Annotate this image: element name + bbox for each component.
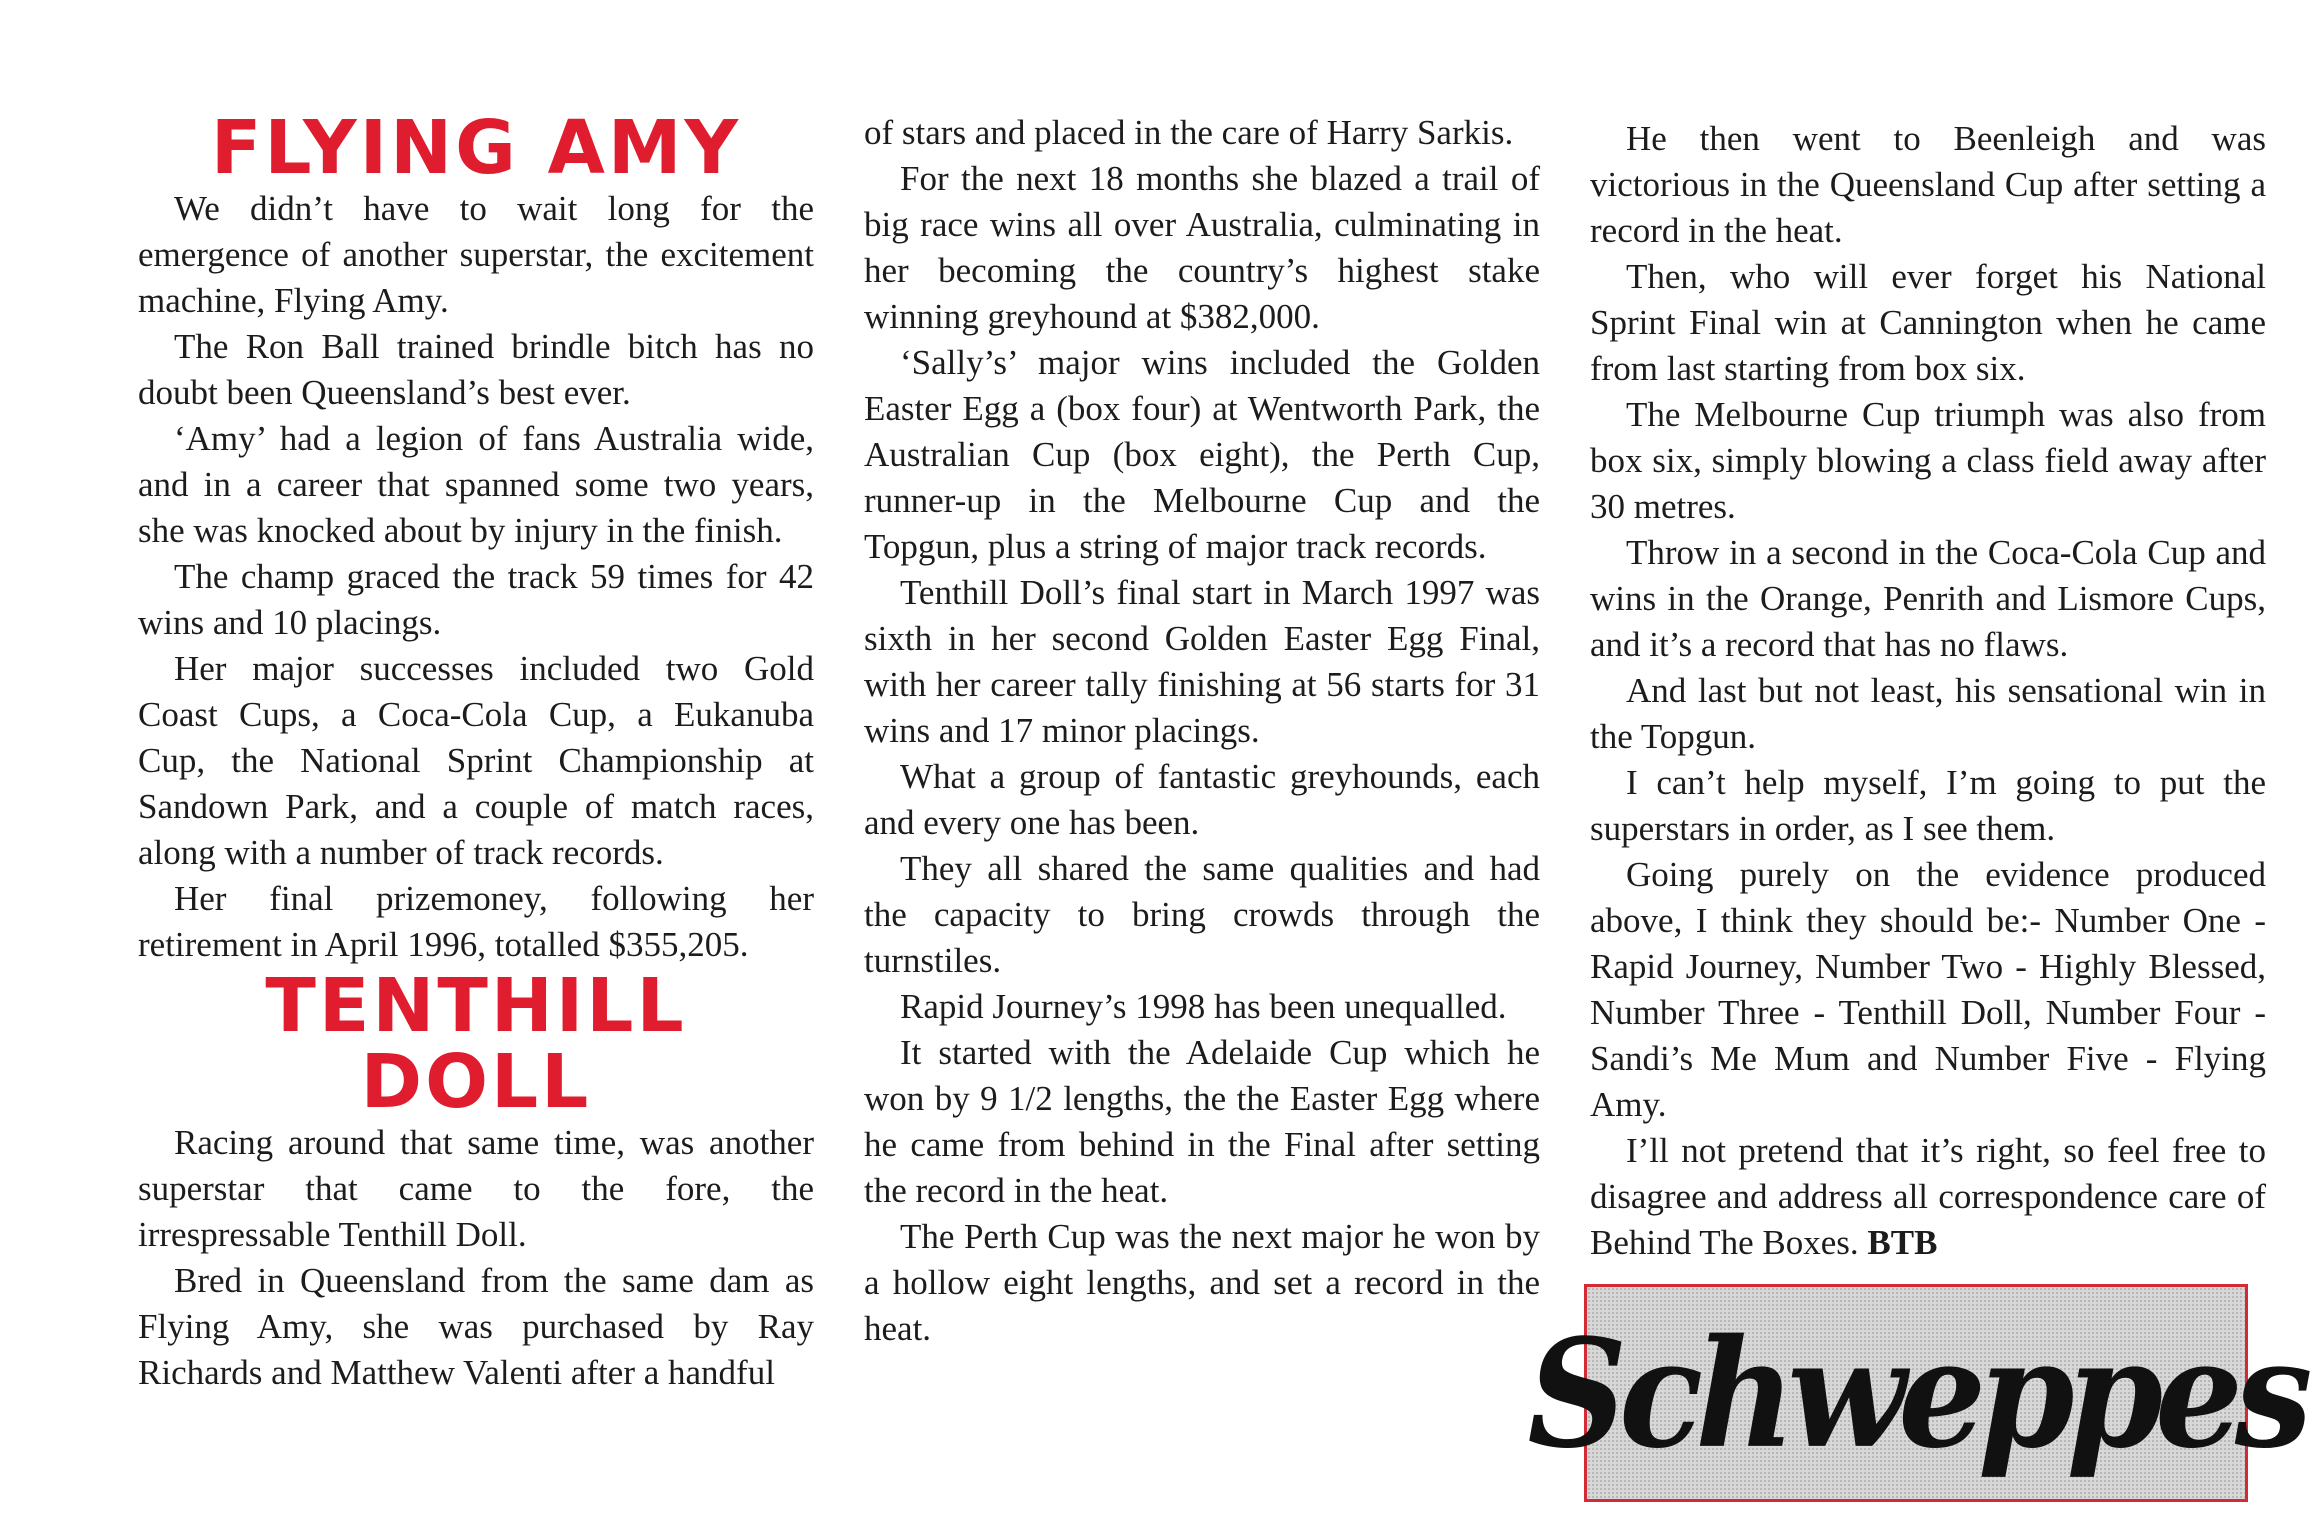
paragraph: Throw in a second in the Coca-Cola Cup and wins in the Orange, Penrith and Lismore Cups, and it’s a record that has no flaws. [1590,533,2266,664]
btb-signoff: BTB [1867,1223,1938,1262]
schweppes-advertisement [1527,1284,2305,1502]
paragraph: And last but not least, his sensational win in the Topgun. [1590,671,2266,756]
headline-tenthill-doll [138,963,814,1125]
paragraph: The Melbourne Cup triumph was also from box six, simply blowing a class field away after 30 metres. [1590,395,2266,526]
closing-text: I’ll not pretend that it’s right, so feel free to disagree and address all correspondence care of Behind The Boxes. [1590,1131,2266,1262]
paragraph: For the next 18 months she blazed a trail of big race wins all over Australia, culminating in her becoming the country’s highest stake winning greyhound at $382,000. [864,159,1540,336]
paragraph: The Ron Ball trained brindle bitch has no doubt been Queensland’s best ever. [138,327,814,412]
paragraph: The Perth Cup was the next major he won by a hollow eight lengths, and set a record in the heat. [864,1217,1540,1348]
paragraph: The champ graced the track 59 times for 42 wins and 10 placings. [138,557,814,642]
paragraph: They all shared the same qualities and had the capacity to bring crowds through the turnstiles. [864,849,1540,980]
headline-line: TENTHILL [265,963,687,1049]
paragraph: What a group of fantastic greyhounds, each and every one has been. [864,757,1540,842]
paragraph: Her final prizemoney, following her retirement in April 1996, totalled $355,205. [138,879,814,964]
schweppes-logo: Schweppes [1527,1304,2305,1482]
paragraph: We didn’t have to wait long for the emergence of another superstar, the excitement machine, Flying Amy. [138,189,814,320]
paragraph: Her major successes included two Gold Coast Cups, a Coca-Cola Cup, a Eukanuba Cup, the National Sprint Championship at Sandown Park, and a couple of match races, along with a number of track records. [138,649,814,872]
paragraph: It started with the Adelaide Cup which he won by 9 1/2 lengths, the the Easter Egg where he came from behind in the Final after setting the record in the heat. [864,1033,1540,1210]
paragraph: He then went to Beenleigh and was victorious in the Queensland Cup after setting a record in the heat. [1590,119,2266,250]
paragraph: ‘Amy’ had a legion of fans Australia wide, and in a career that spanned some two years, she was knocked about by injury in the finish. [138,419,814,550]
article-column-1 [138,105,814,1396]
paragraph: Racing around that same time, was another superstar that came to the fore, the irrespressable Tenthill Doll. [138,1123,814,1254]
paragraph: ‘Sally’s’ major wins included the Golden Easter Egg a (box four) at Wentworth Park, the Australian Cup (box eight), the Perth Cup, runner-up in the Melbourne Cup and the Topgun, plus a string of major track records. [864,343,1540,566]
paragraph: Bred in Queensland from the same dam as Flying Amy, she was purchased by Ray Richards and Matthew Valenti after a handful [138,1261,814,1392]
article-column-2 [864,110,1540,1352]
paragraph: Then, who will ever forget his National Sprint Final win at Cannington when he came from last starting from box six. [1590,257,2266,388]
headline-line: DOLL [360,1039,592,1125]
paragraph: Going purely on the evidence produced above, I think they should be:- Number One - Rapid Journey, Number Two - Highly Blessed, Number Three - Tenthill Doll, Number Four - Sandi’s Me Mum and Number Five - Flying Amy. [1590,855,2266,1124]
article-column-3 [1590,116,2266,1266]
paragraph: Rapid Journey’s 1998 has been unequalled. [900,987,1507,1026]
closing-paragraph [1590,1128,2266,1266]
paragraph: I can’t help myself, I’m going to put the superstars in order, as I see them. [1590,763,2266,848]
headline-flying-amy: FLYING AMY [210,105,742,191]
paragraph: Tenthill Doll’s final start in March 1997 was sixth in her second Golden Easter Egg Final, with her career tally finishing at 56 starts for 31 wins and 17 minor placings. [864,573,1540,750]
paragraph-continued: of stars and placed in the care of Harry Sarkis. [864,113,1514,152]
